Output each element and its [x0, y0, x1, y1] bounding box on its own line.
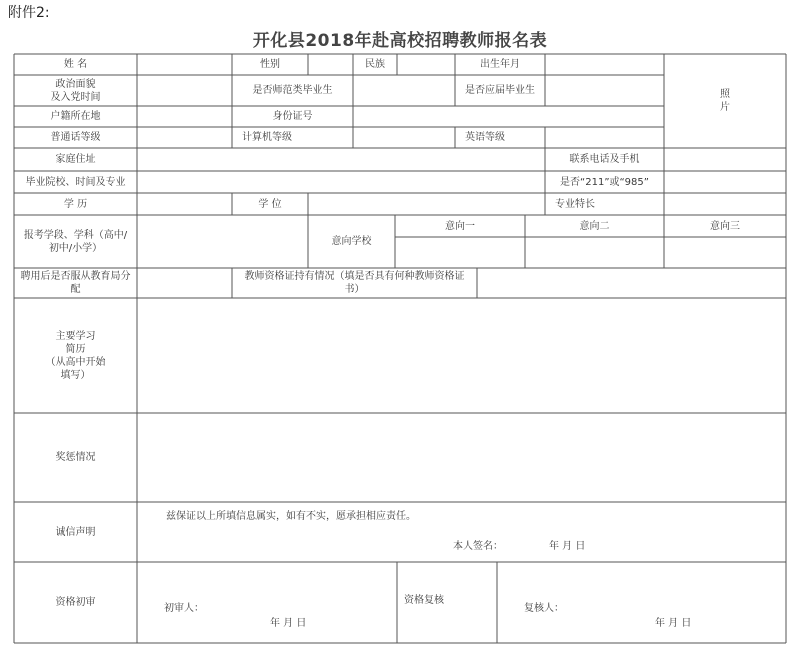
phone-label: 联系电话及手机 [569, 154, 640, 165]
name-label: 姓 名 [63, 59, 88, 70]
choice-one-label: 意向一 [445, 220, 475, 232]
degree-label: 学 位 [258, 198, 282, 210]
obey-assign-label: 聘用后是否服从教育局分 配 [20, 271, 131, 295]
mandarin-label: 普通话等级 [50, 132, 101, 143]
fresh-grad-label: 是否应届毕业生 [465, 85, 535, 96]
awards-label: 奖惩情况 [55, 452, 96, 463]
signature-label: 本人签名： [453, 540, 503, 552]
first-reviewer-label: 初审人： [164, 602, 204, 614]
normal-grad-label: 是否师范类毕业生 [252, 85, 333, 96]
second-reviewer-label: 复核人： [524, 602, 564, 614]
choice-two-label: 意向二 [579, 220, 610, 232]
signature-date: 年 月 日 [549, 540, 586, 552]
household-label: 户籍所在地 [50, 111, 101, 122]
education-label: 学 历 [63, 198, 88, 210]
gender-label: 性别 [260, 59, 280, 70]
address-label: 家庭住址 [55, 154, 96, 165]
specialty-label: 专业特长 [555, 198, 595, 210]
integrity-label: 诚信声明 [55, 526, 96, 538]
applied-level-label: 报考学段、学科（高中/ 初中/小学） [23, 229, 128, 254]
intended-school-label: 意向学校 [331, 236, 372, 247]
choice-three-label: 意向三 [710, 220, 740, 232]
study-history-label: 主要学习 简历 （从高中开始 填写） [45, 330, 106, 381]
computer-label: 计算机等级 [242, 132, 292, 143]
birth-label: 出生年月 [480, 59, 520, 70]
is-211-985-label: 是否“211”或“985” [560, 176, 649, 188]
political-label: 政治面貌 及入党时间 [50, 78, 101, 103]
form-title: 开化县2018年赴高校招聘教师报名表 [252, 31, 548, 51]
id-number-label: 身份证号 [272, 111, 313, 122]
attachment-label: 附件2: [8, 5, 50, 21]
first-review-date: 年 月 日 [270, 617, 307, 629]
english-label: 英语等级 [465, 132, 505, 143]
qualify-review-label: 资格复核 [404, 594, 444, 606]
graduation-label: 毕业院校、时间及专业 [25, 176, 126, 188]
photo-label: 照 片 [720, 89, 730, 113]
second-review-date: 年 月 日 [655, 617, 692, 629]
qualify-first-label: 资格初审 [55, 597, 96, 608]
ethnicity-label: 民族 [365, 59, 385, 70]
integrity-statement: 兹保证以上所填信息属实，如有不实，愿承担相应责任。 [166, 510, 416, 522]
teacher-cert-label: 教师资格证持有情况（填是否具有何种教师资格证 书） [244, 271, 465, 295]
